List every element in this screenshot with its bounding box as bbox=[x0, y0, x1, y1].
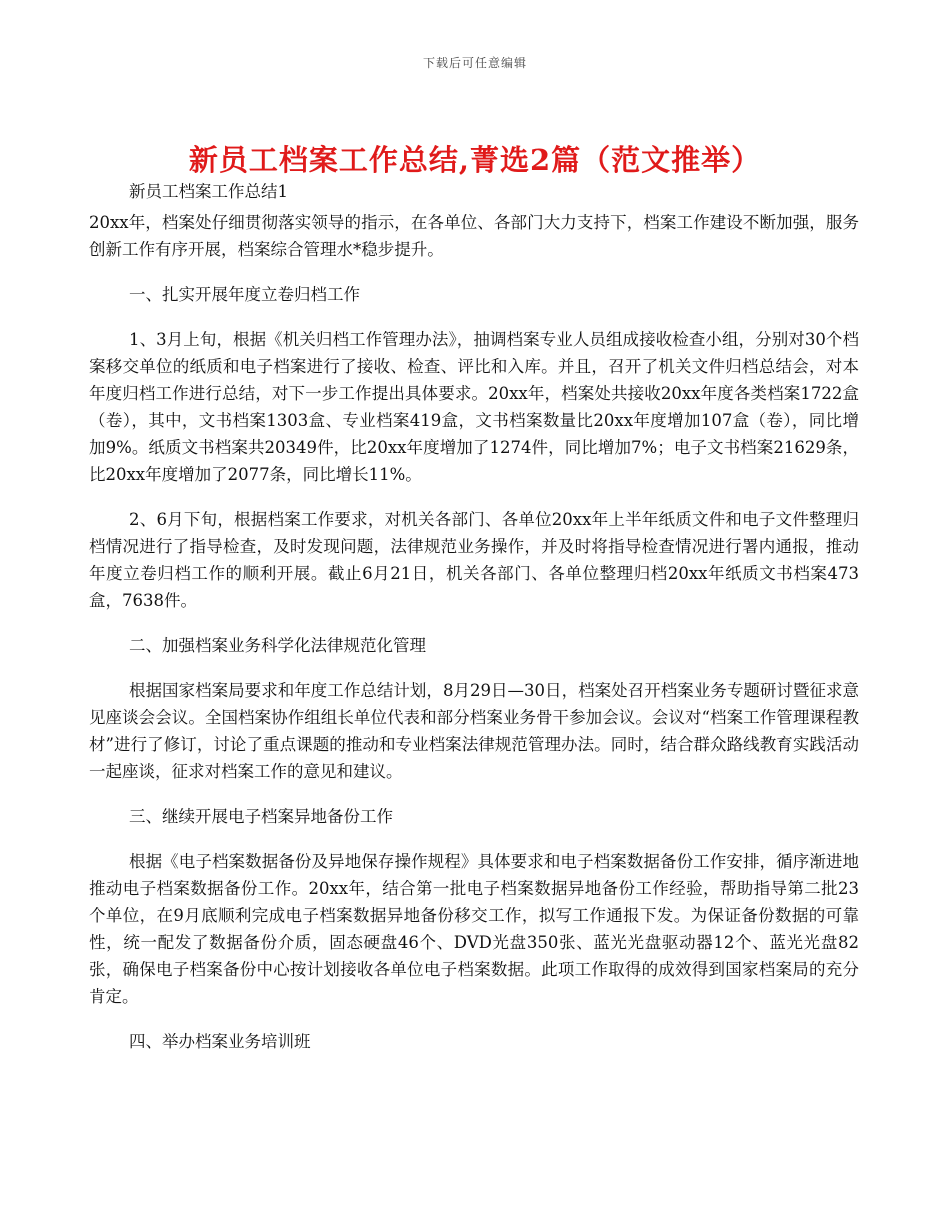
document-title: 新员工档案工作总结,菁选2篇（范文推举） bbox=[188, 143, 762, 177]
body-paragraph-3: 根据国家档案局要求和年度工作总结计划，8月29日—30日，档案处召开档案业务专题研讨暨征求意见座谈会会议。全国档案协作组组长单位代表和部分档案业务骨干参加会议。会议对“档案工作管理课程教材”进行了修订，讨论了重点课题的推动和专业档案法律规范管理办法。同时，结合群众路线教育实践活动一起座谈，征求对档案工作的意见和建议。 bbox=[89, 681, 859, 781]
intro-paragraph: 20xx年，档案处仔细贯彻落实领导的指示，在各单位、各部门大力支持下，档案工作建设不断加强，服务创新工作有序开展，档案综合管理水*稳步提升。 bbox=[89, 213, 859, 259]
section-heading-3: 三、继续开展电子档案异地备份工作 bbox=[129, 807, 393, 826]
body-paragraph-1: 1、3月上旬，根据《机关归档工作管理办法》，抽调档案专业人员组成接收检查小组，分别对30个档案移交单位的纸质和电子档案进行了接收、检查、评比和入库。并且，召开了机关文件归档总结会，对本年度归档工作进行总结，对下一步工作提出具体要求。20xx年，档案处共接收20xx年度各类档案1722盒（卷），其中，文书档案1303盒、专业档案419盒，文书档案数量比20xx年度增加107盒（卷），同比增加9%。纸质文书档案共20349件，比20xx年度增加了1274件，同比增加7%；电子文书档案21629条，比20xx年度增加了2077条，同比增长11%。 bbox=[89, 330, 859, 484]
body-paragraph-4: 根据《电子档案数据备份及异地保存操作规程》具体要求和电子档案数据备份工作安排，循序渐进地推动电子档案数据备份工作。20xx年，结合第一批电子档案数据异地备份工作经验，帮助指导第二批23个单位，在9月底顺利完成电子档案数据异地备份移交工作，拟写工作通报下发。为保证备份数据的可靠性，统一配发了数据备份介质，固态硬盘46个、DVD光盘350张、蓝光光盘驱动器12个、蓝光光盘82张，确保电子档案备份中心按计划接收各单位电子档案数据。此项工作取得的成效得到国家档案局的充分肯定。 bbox=[89, 852, 859, 1006]
header-note: 下载后可任意编辑 bbox=[422, 56, 527, 70]
section-heading-4: 四、举办档案业务培训班 bbox=[129, 1032, 311, 1051]
document-body bbox=[89, 178, 859, 1055]
subtitle-paragraph: 新员工档案工作总结1 bbox=[129, 182, 288, 201]
body-paragraph-2: 2、6月下旬，根据档案工作要求，对机关各部门、各单位20xx年上半年纸质文件和电子文件整理归档情况进行了指导检查，及时发现问题，法律规范业务操作，并及时将指导检查情况进行署内通报，推动年度立卷归档工作的顺利开展。截止6月21日，机关各部门、各单位整理归档20xx年纸质文书档案473盒，7638件。 bbox=[89, 510, 859, 610]
section-heading-1: 一、扎实开展年度立卷归档工作 bbox=[129, 285, 360, 304]
section-heading-2: 二、加强档案业务科学化法律规范化管理 bbox=[129, 636, 426, 655]
